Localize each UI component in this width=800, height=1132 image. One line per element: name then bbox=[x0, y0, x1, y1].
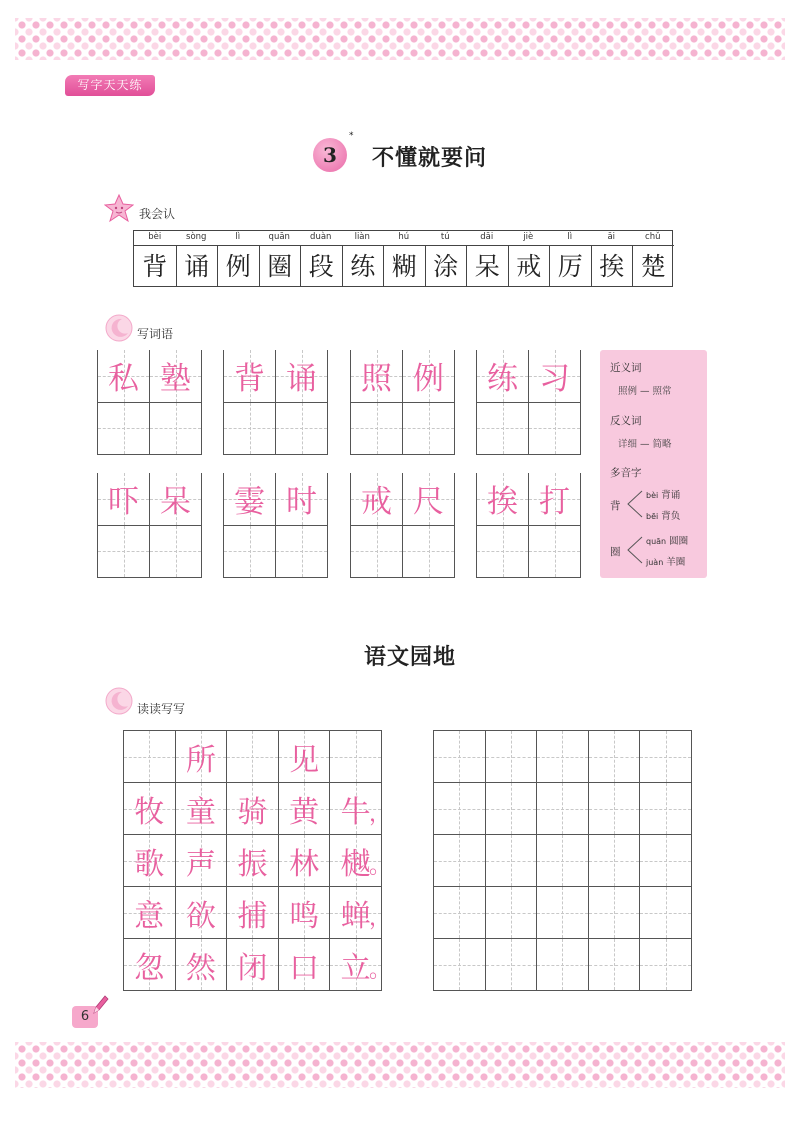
poem-char: 樾 bbox=[340, 846, 371, 882]
pinyin: jiè bbox=[523, 232, 534, 242]
poem-grid bbox=[123, 730, 391, 991]
grid-cell bbox=[279, 835, 331, 887]
pinyin: quān bbox=[268, 232, 290, 242]
word-char: 例 bbox=[413, 361, 444, 398]
grid-cell bbox=[176, 731, 228, 783]
writing-cell[interactable] bbox=[98, 526, 150, 579]
poem-char: 鸣 bbox=[289, 898, 320, 934]
reading-pinyin: juàn bbox=[646, 558, 664, 567]
grid-cell bbox=[351, 473, 403, 526]
pinyin: lì bbox=[567, 232, 573, 242]
writing-cell[interactable] bbox=[150, 403, 202, 456]
writing-cell[interactable] bbox=[276, 403, 328, 456]
moon-icon bbox=[104, 313, 134, 343]
poem-char: 捕 bbox=[237, 898, 268, 934]
writing-cell[interactable] bbox=[529, 403, 581, 456]
writing-cell[interactable] bbox=[486, 939, 538, 991]
punctuation: 。 bbox=[368, 958, 391, 983]
grid-cell bbox=[330, 835, 391, 887]
book-series-tag: 写字天天练 bbox=[65, 75, 155, 96]
pencil-icon bbox=[90, 993, 110, 1015]
character: 练 bbox=[342, 245, 384, 286]
poem-char: 牧 bbox=[134, 794, 165, 830]
grid-cell bbox=[276, 350, 328, 403]
writing-cell[interactable] bbox=[276, 526, 328, 579]
word-char: 吓 bbox=[108, 484, 139, 521]
grid-cell bbox=[529, 350, 581, 403]
grid-cell bbox=[224, 473, 276, 526]
pinyin: āi bbox=[607, 232, 616, 242]
writing-cell[interactable] bbox=[589, 783, 641, 835]
recognize-item bbox=[632, 231, 674, 286]
grid-cell bbox=[98, 350, 150, 403]
word-box bbox=[223, 350, 327, 455]
word-char: 习 bbox=[539, 361, 570, 398]
grid-cell bbox=[176, 835, 228, 887]
recognize-item bbox=[425, 231, 467, 286]
recognize-item bbox=[134, 231, 176, 286]
recognize-item bbox=[466, 231, 508, 286]
grid-cell bbox=[279, 939, 331, 991]
polyphone-label: 多音字 bbox=[610, 467, 642, 479]
writing-cell[interactable] bbox=[640, 939, 692, 991]
grid-cell bbox=[330, 939, 391, 991]
pinyin: duàn bbox=[310, 232, 332, 242]
word-char: 呆 bbox=[160, 484, 191, 521]
grid-cell bbox=[124, 731, 176, 783]
character: 挨 bbox=[591, 245, 633, 286]
reading-word: 圆圈 bbox=[669, 536, 689, 547]
grid-cell bbox=[150, 473, 202, 526]
word-box bbox=[476, 473, 580, 578]
writing-cell[interactable] bbox=[224, 526, 276, 579]
writing-cell[interactable] bbox=[640, 887, 692, 939]
writing-cell[interactable] bbox=[477, 526, 529, 579]
poem-char: 蝉 bbox=[340, 898, 371, 934]
grid-cell bbox=[279, 783, 331, 835]
recognize-item bbox=[508, 231, 550, 286]
word-char: 背 bbox=[234, 361, 265, 398]
writing-cell[interactable] bbox=[486, 731, 538, 783]
poem-char: 童 bbox=[185, 794, 216, 830]
reading-pinyin: bēi bbox=[646, 512, 659, 521]
writing-cell[interactable] bbox=[537, 783, 589, 835]
writing-cell[interactable] bbox=[640, 731, 692, 783]
punctuation: ， bbox=[368, 802, 391, 827]
writing-cell[interactable] bbox=[486, 887, 538, 939]
writing-cell[interactable] bbox=[403, 403, 455, 456]
grid-cell bbox=[227, 731, 279, 783]
character: 呆 bbox=[466, 245, 508, 286]
writing-cell[interactable] bbox=[537, 835, 589, 887]
word-char: 私 bbox=[108, 361, 139, 398]
word-char: 打 bbox=[539, 484, 570, 521]
recognize-table bbox=[133, 230, 673, 287]
writing-cell[interactable] bbox=[434, 731, 486, 783]
grid-cell bbox=[529, 473, 581, 526]
writing-cell[interactable] bbox=[434, 835, 486, 887]
grid-cell bbox=[351, 350, 403, 403]
word-char: 练 bbox=[487, 361, 518, 398]
pinyin: dāi bbox=[480, 232, 494, 242]
top-dot-border bbox=[15, 18, 785, 60]
character: 例 bbox=[217, 245, 259, 286]
writing-cell[interactable] bbox=[589, 731, 641, 783]
grid-cell bbox=[124, 939, 176, 991]
word-box bbox=[350, 350, 454, 455]
star-icon bbox=[104, 193, 134, 223]
write-words-label: 写词语 bbox=[137, 327, 174, 341]
character: 背 bbox=[134, 245, 176, 286]
word-box bbox=[97, 350, 201, 455]
grid-cell bbox=[330, 887, 391, 939]
polyphone-char: 圈 bbox=[610, 546, 621, 558]
poem-char: 闭 bbox=[237, 950, 268, 986]
grid-cell bbox=[176, 939, 228, 991]
lesson-mark: * bbox=[349, 131, 354, 141]
writing-cell[interactable] bbox=[589, 939, 641, 991]
character: 戒 bbox=[508, 245, 550, 286]
grid-cell bbox=[176, 887, 228, 939]
read-write-label: 读读写写 bbox=[137, 702, 186, 716]
grid-cell bbox=[227, 887, 279, 939]
reading-word: 羊圈 bbox=[666, 557, 686, 568]
poem-title-char: 见 bbox=[289, 742, 320, 778]
bracket-icon bbox=[624, 489, 644, 519]
grid-cell bbox=[124, 887, 176, 939]
word-char: 戒 bbox=[361, 484, 392, 521]
grid-cell bbox=[330, 783, 391, 835]
word-char: 挨 bbox=[487, 484, 518, 521]
poem-char: 忽 bbox=[134, 950, 165, 986]
writing-cell[interactable] bbox=[150, 526, 202, 579]
poem-title-char: 所 bbox=[185, 742, 216, 778]
reading-pinyin: bèi bbox=[646, 491, 659, 500]
word-box bbox=[350, 473, 454, 578]
word-char: 霎 bbox=[234, 484, 265, 521]
grid-cell bbox=[477, 350, 529, 403]
grid-cell bbox=[98, 473, 150, 526]
bottom-dot-border bbox=[15, 1042, 785, 1088]
pinyin: hú bbox=[398, 232, 410, 242]
grid-cell bbox=[227, 835, 279, 887]
recognize-item bbox=[217, 231, 259, 286]
grid-cell bbox=[150, 350, 202, 403]
recognize-label: 我会认 bbox=[139, 207, 176, 221]
word-char: 照 bbox=[361, 361, 392, 398]
grid-cell bbox=[227, 939, 279, 991]
character: 厉 bbox=[549, 245, 591, 286]
word-box bbox=[97, 473, 201, 578]
pinyin: lì bbox=[235, 232, 241, 242]
polyphone-reading bbox=[646, 554, 685, 568]
polyphone-reading bbox=[646, 487, 680, 501]
poem-char: 歌 bbox=[134, 846, 165, 882]
recognize-item bbox=[549, 231, 591, 286]
synonym-label: 近义词 bbox=[610, 362, 642, 374]
recognize-item bbox=[591, 231, 633, 286]
writing-cell[interactable] bbox=[537, 887, 589, 939]
word-char: 尺 bbox=[413, 484, 444, 521]
grid-cell bbox=[227, 783, 279, 835]
pinyin: bèi bbox=[148, 232, 162, 242]
writing-cell[interactable] bbox=[351, 403, 403, 456]
writing-cell[interactable] bbox=[403, 526, 455, 579]
grid-cell bbox=[330, 731, 382, 783]
recognize-item bbox=[259, 231, 301, 286]
writing-cell[interactable] bbox=[537, 939, 589, 991]
grid-cell bbox=[124, 835, 176, 887]
poem-char: 林 bbox=[289, 846, 320, 882]
writing-cell[interactable] bbox=[640, 783, 692, 835]
grid-cell bbox=[477, 473, 529, 526]
character: 楚 bbox=[632, 245, 674, 286]
grid-cell bbox=[279, 887, 331, 939]
synonym-pair: 照例 — 照常 bbox=[618, 386, 672, 397]
writing-cell[interactable] bbox=[434, 939, 486, 991]
reading-pinyin: quān bbox=[646, 537, 667, 546]
lesson-title: 不懂就要问 bbox=[372, 145, 488, 171]
poem-char: 骑 bbox=[237, 794, 268, 830]
writing-cell[interactable] bbox=[589, 887, 641, 939]
word-char: 塾 bbox=[160, 361, 191, 398]
word-char: 时 bbox=[286, 484, 317, 521]
pinyin: sòng bbox=[186, 232, 207, 242]
poem-char: 振 bbox=[237, 846, 268, 882]
grid-cell bbox=[276, 473, 328, 526]
pinyin: liàn bbox=[354, 232, 370, 242]
antonym-pair: 详细 — 简略 bbox=[618, 439, 672, 450]
character: 涂 bbox=[425, 245, 467, 286]
writing-cell[interactable] bbox=[529, 526, 581, 579]
grid-cell bbox=[224, 350, 276, 403]
poem-char: 欲 bbox=[185, 898, 216, 934]
writing-cell[interactable] bbox=[224, 403, 276, 456]
lesson-number: 3 bbox=[313, 138, 347, 172]
word-box bbox=[223, 473, 327, 578]
polyphone-reading bbox=[646, 533, 688, 547]
writing-cell[interactable] bbox=[640, 835, 692, 887]
character: 诵 bbox=[176, 245, 218, 286]
word-box bbox=[476, 350, 580, 455]
recognize-item bbox=[176, 231, 218, 286]
writing-cell[interactable] bbox=[486, 835, 538, 887]
antonym-label: 反义词 bbox=[610, 415, 642, 427]
page-number: 6 bbox=[72, 1006, 98, 1028]
poem-char: 牛 bbox=[340, 794, 371, 830]
poem-char: 立 bbox=[340, 950, 371, 986]
moon-icon bbox=[104, 686, 134, 716]
punctuation: ， bbox=[368, 906, 391, 931]
polyphone-char: 背 bbox=[610, 500, 621, 512]
character: 段 bbox=[300, 245, 342, 286]
notes-panel bbox=[600, 350, 707, 578]
writing-cell[interactable] bbox=[537, 731, 589, 783]
practice-grid bbox=[433, 730, 692, 991]
pinyin: tú bbox=[440, 232, 450, 242]
writing-cell[interactable] bbox=[486, 783, 538, 835]
grid-cell bbox=[124, 783, 176, 835]
writing-cell[interactable] bbox=[434, 783, 486, 835]
reading-word: 背诵 bbox=[661, 490, 681, 501]
writing-cell[interactable] bbox=[589, 835, 641, 887]
polyphone-reading bbox=[646, 508, 680, 522]
grid-cell bbox=[279, 731, 331, 783]
reading-word: 背负 bbox=[661, 511, 681, 522]
bracket-icon bbox=[624, 535, 644, 565]
poem-char: 黄 bbox=[289, 794, 320, 830]
poem-char: 声 bbox=[185, 846, 216, 882]
character: 圈 bbox=[259, 245, 301, 286]
grid-cell bbox=[403, 473, 455, 526]
writing-cell[interactable] bbox=[98, 403, 150, 456]
word-char: 诵 bbox=[286, 361, 317, 398]
writing-cell[interactable] bbox=[477, 403, 529, 456]
pinyin: chǔ bbox=[645, 232, 661, 242]
writing-cell[interactable] bbox=[434, 887, 486, 939]
character: 糊 bbox=[383, 245, 425, 286]
writing-cell[interactable] bbox=[351, 526, 403, 579]
grid-cell bbox=[403, 350, 455, 403]
poem-char: 意 bbox=[134, 898, 165, 934]
recognize-item bbox=[383, 231, 425, 286]
poem-char: 然 bbox=[185, 950, 216, 986]
punctuation: 。 bbox=[368, 854, 391, 879]
poem-char: 口 bbox=[289, 950, 320, 986]
recognize-item bbox=[342, 231, 384, 286]
grid-cell bbox=[176, 783, 228, 835]
section-title: 语文园地 bbox=[363, 644, 456, 670]
recognize-item bbox=[300, 231, 342, 286]
